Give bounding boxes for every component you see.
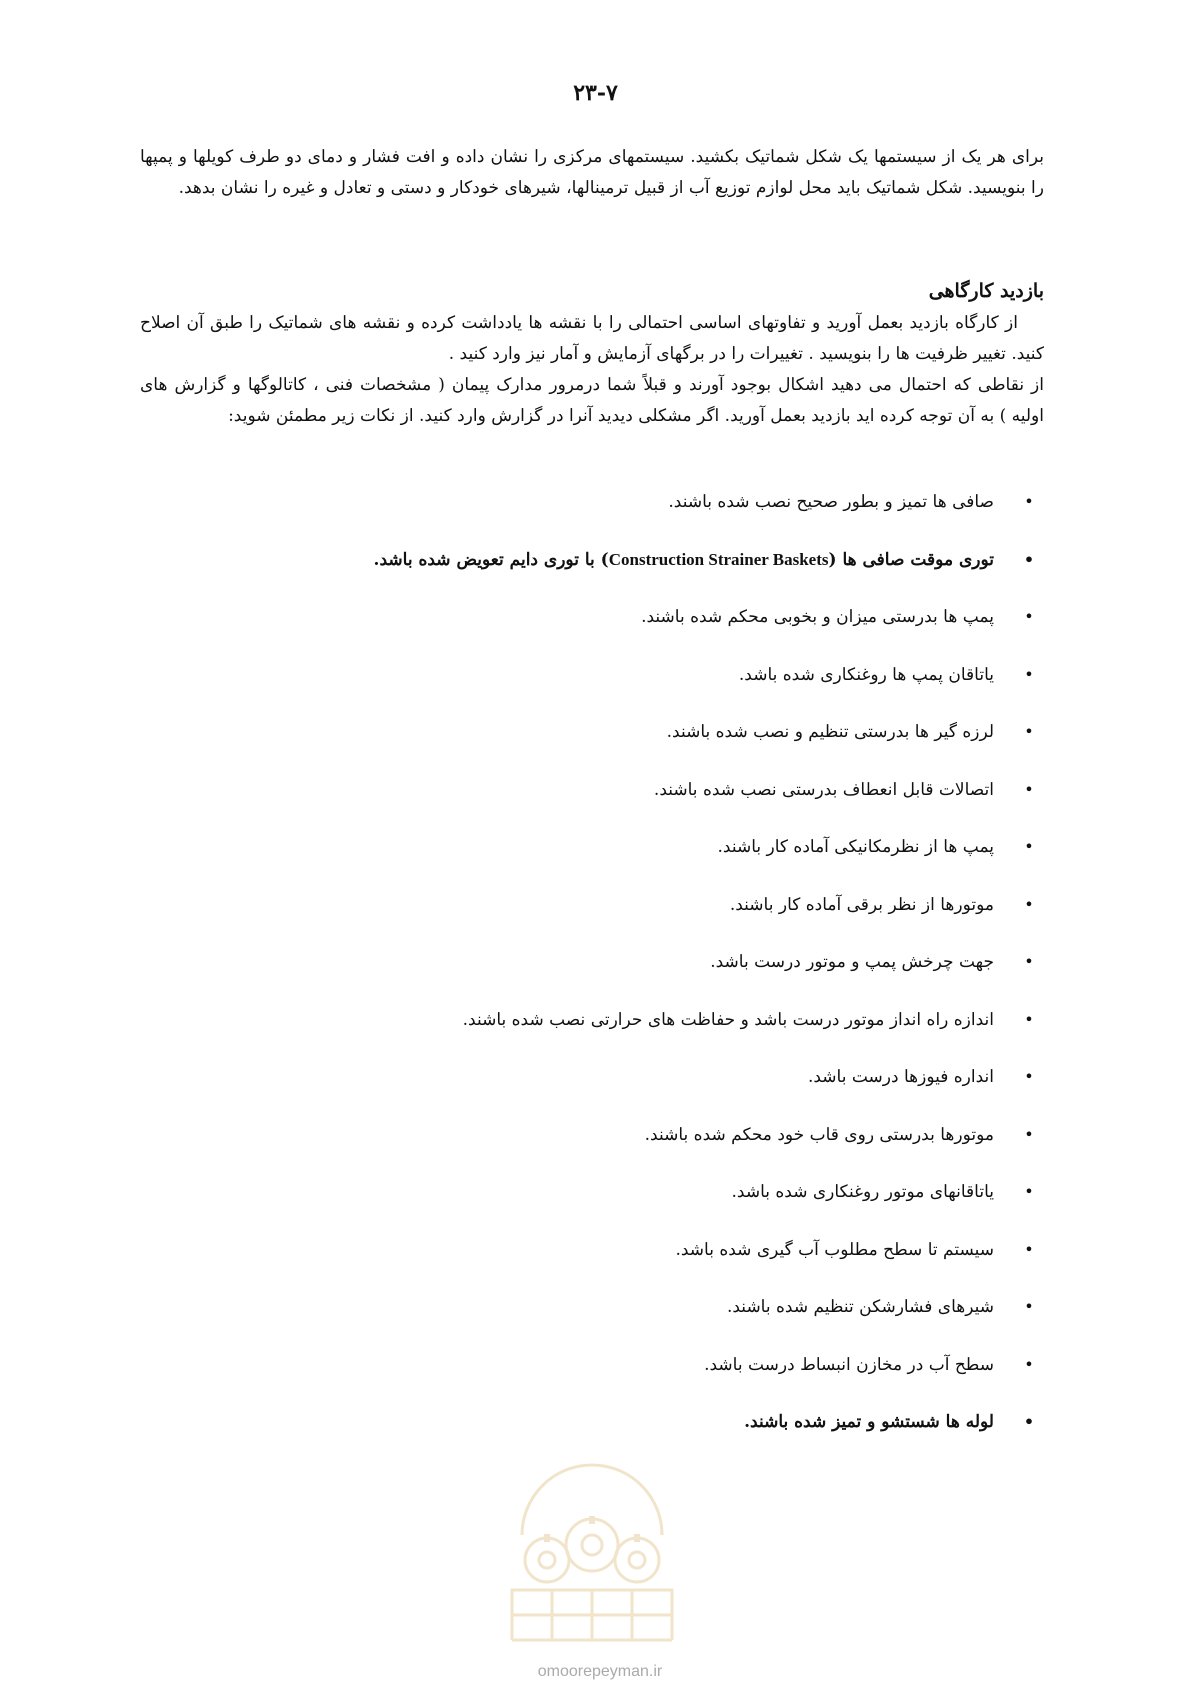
checklist-item-text: موتورها از نظر برقی آماده کار باشند. xyxy=(729,894,994,915)
checklist-item-text: انداره فیوزها درست باشد. xyxy=(807,1067,994,1087)
checklist-item xyxy=(140,548,1044,606)
bullet-icon: • xyxy=(1024,1124,1034,1144)
bullet-icon: • xyxy=(1024,664,1034,684)
checklist-item-text: لوله ها شستشو و تمیز شده باشند. xyxy=(744,1412,994,1432)
bullet-icon: • xyxy=(1024,492,1034,511)
bullet-icon: • xyxy=(1024,1067,1034,1086)
checklist-item xyxy=(140,720,1044,778)
checklist-item xyxy=(140,1180,1044,1238)
bullet-icon: • xyxy=(1024,1182,1034,1201)
checklist-item xyxy=(140,1295,1044,1353)
checklist-item-text: جهت چرخش پمپ و موتور درست باشد. xyxy=(710,952,994,972)
bullet-icon: • xyxy=(1024,894,1034,914)
bullet-icon: • xyxy=(1024,837,1034,856)
checklist-item xyxy=(140,1008,1044,1066)
bullet-icon: • xyxy=(1024,607,1034,626)
checklist-item-text: اتصالات قابل انعطاف بدرستی نصب شده باشند. xyxy=(653,779,994,800)
bullet-icon: • xyxy=(1024,1354,1034,1374)
section-title: بازدید کارگاهی xyxy=(928,280,1044,302)
site-visit-text xyxy=(140,308,1044,432)
checklist-item xyxy=(140,1353,1044,1411)
checklist-item-text-prefix: توری موقت صافی ها ( xyxy=(828,549,994,570)
checklist-item xyxy=(140,1065,1044,1123)
checklist-item xyxy=(140,663,1044,721)
bullet-icon: • xyxy=(1024,1239,1034,1259)
checklist-item-text: پمپ ها از نظرمکانیکی آماده کار باشند. xyxy=(717,837,994,857)
page-number: ۲۳-۷ xyxy=(573,80,618,106)
checklist-item xyxy=(140,778,1044,836)
checklist-item-text: لرزه گیر ها بدرستی تنظیم و نصب شده باشند. xyxy=(666,722,994,742)
checklist-item-text: سیستم تا سطح مطلوب آب گیری شده باشد. xyxy=(675,1239,994,1260)
checklist-item-text: صافی ها تمیز و بطور صحیح نصب شده باشند. xyxy=(668,492,994,512)
checklist-item xyxy=(140,835,1044,893)
bullet-icon: • xyxy=(1024,1297,1034,1316)
bullet-icon: • xyxy=(1023,549,1035,569)
inspection-checklist xyxy=(140,490,1044,1468)
checklist-item xyxy=(140,1238,1044,1296)
checklist-item-text: اندازه راه انداز موتور درست باشد و حفاظت های حرارتی نصب شده باشند. xyxy=(462,1009,994,1030)
checklist-item-text: موتورها بدرستی روی قاب خود محکم شده باشند. xyxy=(644,1124,994,1145)
site-visit-paragraph-1: از کارگاه بازدید بعمل آورید و تفاوتهای اساسی احتمالی را با نقشه ها یادداشت کرده و نقشه های شماتیک را طبق آن اصلاح کنید. تغییر ظرفیت ها را بنویسید . تغییرات را در برگهای آزمایش و آمار نیز وارد کنید . xyxy=(140,313,1044,364)
watermark-url: omoorepeyman.ir xyxy=(537,1663,663,1680)
checklist-item-latin-term: Construction Strainer Baskets xyxy=(608,549,829,569)
bullet-icon: • xyxy=(1024,952,1034,971)
checklist-item xyxy=(140,950,1044,1008)
checklist-item xyxy=(140,490,1044,548)
checklist-item xyxy=(140,1123,1044,1181)
bullet-icon: • xyxy=(1024,1009,1034,1029)
bullet-icon: • xyxy=(1023,1412,1035,1431)
checklist-item-text: یاتاقان پمپ ها روغنکاری شده باشد. xyxy=(738,664,994,685)
intro-paragraph: برای هر یک از سیستمها یک شکل شماتیک بکشید. سیستمهای مرکزی را نشان داده و افت فشار و دمای دو طرف کویلها و پمپها را بنویسید. شکل شماتیک باید محل لوازم توزیع آب از قبیل ترمینالها، شیرهای خودکار و دستی و تعادل و غیره را نشان بدهد. xyxy=(140,147,1044,198)
bullet-icon: • xyxy=(1024,779,1034,799)
watermark-logo-icon xyxy=(492,1440,692,1660)
site-visit-paragraph-2: از نقاطی که احتمال می دهید اشکال بوجود آورند و قبلاً شما درمرور مدارک پیمان ( مشخصات فنی ، کاتالوگها و گزارش های اولیه ) به آن توجه کرده اید بازدید بعمل آورید. اگر مشکلی دیدید آنرا در گزارش وارد کنید. از نکات زیر مطمئن شوید: xyxy=(140,375,1044,426)
checklist-item-text: یاتاقانهای موتور روغنکاری شده باشد. xyxy=(731,1182,994,1202)
checklist-item-text: سطح آب در مخازن انبساط درست باشد. xyxy=(704,1354,994,1375)
checklist-item-text-suffix: ) با توری دایم تعویض شده باشد. xyxy=(373,549,609,570)
checklist-item xyxy=(140,893,1044,951)
bullet-icon: • xyxy=(1024,722,1034,741)
checklist-item xyxy=(140,605,1044,663)
checklist-item-text: پمپ ها بدرستی میزان و بخوبی محکم شده باشند. xyxy=(641,607,994,627)
checklist-item-text: شیرهای فشارشکن تنظیم شده باشند. xyxy=(726,1297,994,1317)
